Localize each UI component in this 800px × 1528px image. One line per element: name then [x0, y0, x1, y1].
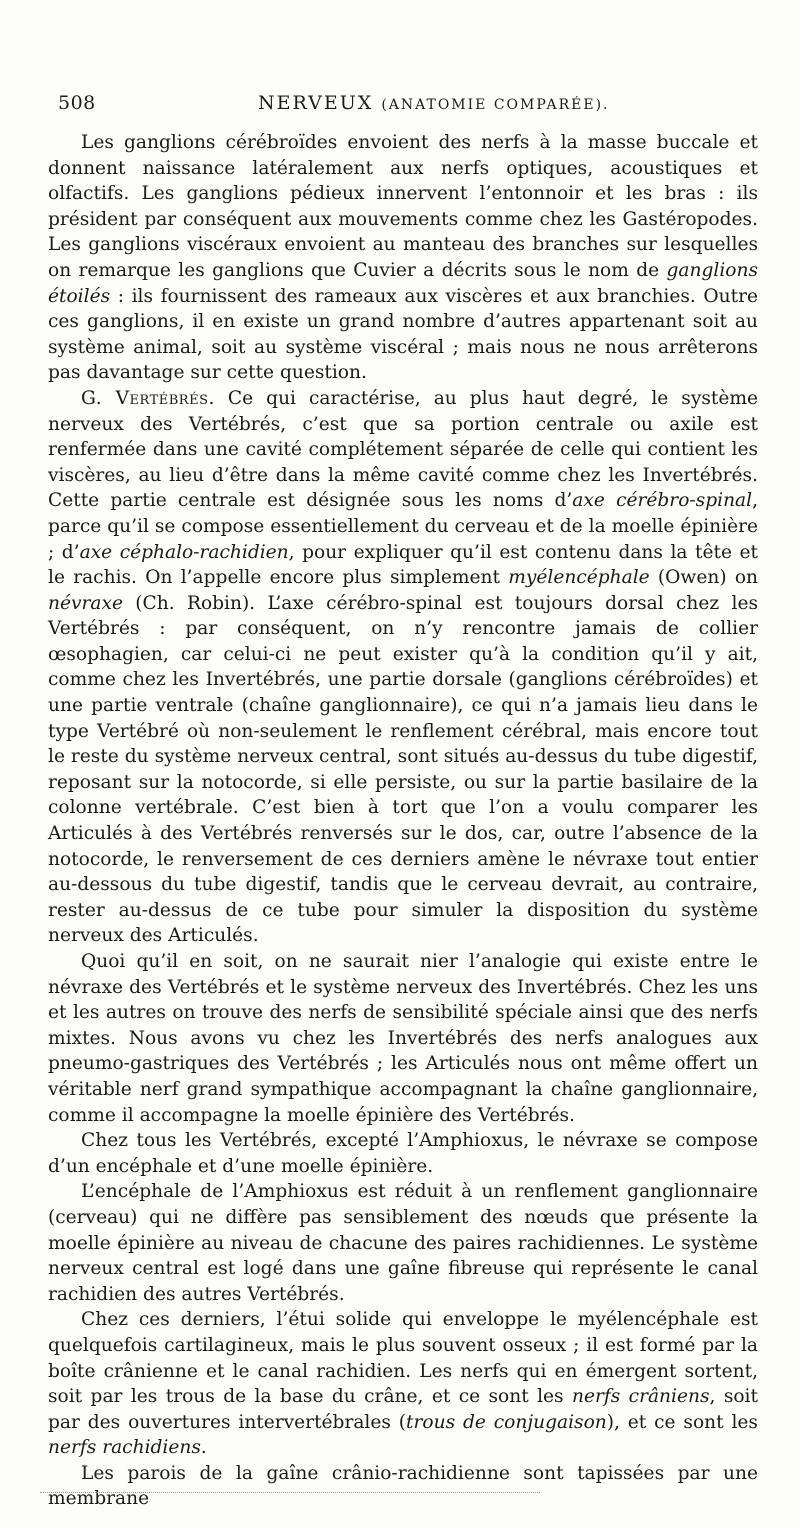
body-text: [48, 130, 758, 1512]
italic-term: trous de conjugaison: [406, 1411, 607, 1433]
text-run: : ils fournissent des rameaux aux viscères et aux branchies. Outre ces ganglions, il en existe un grand nombre d’autres appartenant soit au système animal, soit au système viscéral ; mais nous ne nous arrêterons pas davantage sur cette question.: [48, 285, 758, 384]
section-heading: G. Vertébrés.: [81, 387, 215, 409]
paragraph: [48, 1461, 758, 1512]
text-run: Ce qui caractérise, au plus haut degré, le système nerveux des Vertébrés, c’est que sa portion centrale ou axile est renfermée dans une cavité complétement séparée de celle qui contient les viscères, au lieu d’être dans la même cavité comme chez les Invertébrés. Cette partie centrale est désignée sous les noms d’: [48, 387, 758, 512]
italic-term: axe céphalo-rachidien: [79, 541, 289, 563]
text-run: Chez tous les Vertébrés, excepté l’Amphioxus, le névraxe se compose d’un encéphale et d’une moelle épinière.: [48, 1130, 758, 1177]
italic-term: axe cérébro-spinal: [572, 490, 753, 512]
running-title: [258, 92, 610, 114]
paragraph: [48, 1179, 758, 1307]
paragraph: [48, 386, 758, 949]
text-run: , pour expliquer qu’il est contenu dans la tête et le rachis. On l’appelle encore plus simplement: [48, 541, 758, 589]
text-run: Quoi qu’il en soit, on ne saurait nier l’analogie qui existe entre le névraxe des Vertébrés et le système nerveux des Invertébrés. Chez les uns et les autres on trouve des nerfs de sensibilité spéciale ainsi que des nerfs mixtes. Nous avons vu chez les Invertébrés des nerfs analogues aux pneumo-gastriques des Vertébrés ; les Articulés nous ont même offert un véritable nerf grand sympathique accompagnant la chaîne ganglionnaire, comme il accompagne la moelle épinière des Vertébrés.: [48, 951, 758, 1126]
running-head: [48, 92, 758, 122]
text-run: L’encéphale de l’Amphioxus est réduit à un renflement ganglionnaire (cerveau) qui ne diffère pas sensiblement des nœuds que présente la moelle épinière au niveau de chacune des paires rachidiennes. Le système nerveux central est logé dans une gaîne fibreuse qui représente le canal rachidien des autres Vertébrés.: [48, 1181, 758, 1305]
text-run: , soit par des ouvertures intervertébrales (: [48, 1386, 758, 1433]
paragraph: [48, 949, 758, 1128]
running-title-main: NERVEUX: [258, 92, 374, 114]
text-run: (Owen) on: [649, 567, 758, 589]
italic-term: névraxe: [48, 592, 123, 614]
italic-term: myélencéphale: [508, 567, 650, 589]
text-run: Les ganglions cérébroïdes envoient des nerfs à la masse buccale et donnent naissance latéralement aux nerfs optiques, acoustiques et olfactifs. Les ganglions pédieux innervent l’entonnoir et les bras : ils président par conséquent aux mouvements comme chez les Gastéropodes. Les ganglions viscéraux envoient au manteau des branches sur lesquelles on remarque les ganglions que Cuvier a décrits sous le nom de: [48, 132, 758, 281]
running-title-sub: (ANATOMIE COMPARÉE).: [381, 97, 610, 113]
bottom-dotted-rule: [40, 1492, 540, 1493]
page-number: 508: [58, 92, 96, 114]
text-run: .: [200, 1437, 207, 1459]
italic-term: ganglions étoilés: [48, 259, 758, 307]
italic-term: nerfs rachidiens: [48, 1437, 201, 1459]
text-run: Les parois de la gaîne crânio-rachidienne sont tapissées par une membrane: [48, 1462, 758, 1510]
paragraph: [48, 1307, 758, 1461]
paragraph: [48, 1128, 758, 1179]
text-run: Chez ces derniers, l’étui solide qui enveloppe le myélencéphale est quelquefois cartilagineux, mais le plus souvent osseux ; il est formé par la boîte crânienne et le canal rachidien. Les nerfs qui en émergent sortent, soit par les trous de la base du crâne, et ce sont les: [48, 1309, 758, 1408]
paragraph: [48, 130, 758, 386]
text-run: ), et ce sont les: [606, 1411, 758, 1433]
text-run: , parce qu’il se compose essentiellement du cerveau et de la moelle épinière ; d’: [48, 490, 758, 563]
italic-term: nerfs crâniens: [571, 1386, 710, 1408]
text-run: (Ch. Robin). L’axe cérébro-spinal est toujours dorsal chez les Vertébrés : par conséquent, on n’y rencontre jamais de collier œsophagien, car celui-ci ne peut exister qu’à la condition qu’il y ait, comme chez les Invertébrés, une partie dorsale (ganglions cérébroïdes) et une partie ventrale (chaîne ganglionnaire), ce qui n’a jamais lieu dans le type Vertébré où non-seulement le renflement cérébral, mais encore tout le reste du système nerveux central, sont situés au-dessus du tube digestif, reposant sur la notocorde, si elle persiste, ou sur la partie basilaire de la colonne vertébrale. C’est bien à tort que l’on a voulu comparer les Articulés à des Vertébrés renversés sur le dos, car, outre l’absence de la notocorde, le renversement de ces derniers amène le névraxe tout entier au-dessous du tube digestif, tandis que le cerveau devrait, au contraire, rester au-dessus de ce tube pour simuler la disposition du système nerveux des Articulés.: [48, 592, 758, 947]
